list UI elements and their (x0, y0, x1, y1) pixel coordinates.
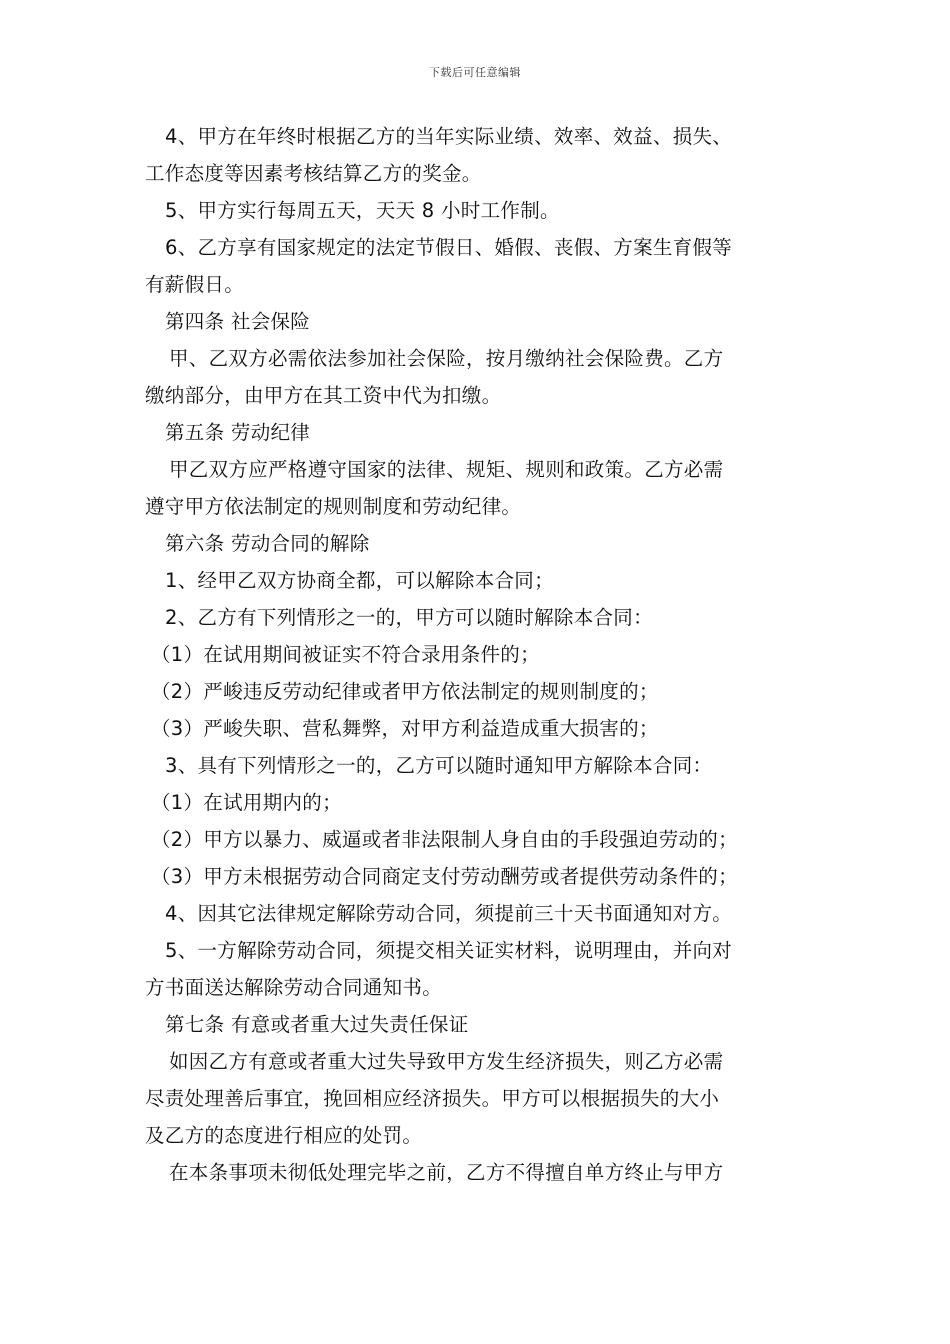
list-item: 3、具有下列情形之一的，乙方可以随时通知甲方解除本合同： (165, 754, 713, 777)
paragraph-line: 5、甲方实行每周五天，天天 8 小时工作制。 (165, 199, 560, 222)
paragraph-line: 4、甲方在年终时根据乙方的当年实际业绩、效率、效益、损失、 (165, 125, 733, 148)
list-item: 2、乙方有下列情形之一的，甲方可以随时解除本合同： (165, 606, 653, 629)
paragraph-line: 在本条事项未彻低处理完毕之前，乙方不得擅自单方终止与甲方 (169, 1161, 724, 1184)
paragraph-line: 甲、乙双方必需依法参加社会保险，按月缴纳社会保险费。乙方 (169, 347, 724, 370)
list-item: 4、因其它法律规定解除劳动合同，须提前三十天书面通知对方。 (165, 902, 733, 925)
paragraph-line: 如因乙方有意或者重大过失导致甲方发生经济损失，则乙方必需 (169, 1050, 724, 1073)
paragraph-line: 尽责处理善后事宜，挽回相应经济损失。甲方可以根据损失的大小 (145, 1087, 720, 1110)
paragraph-line: 及乙方的态度进行相应的处罚。 (145, 1124, 423, 1147)
paragraph-line: 有薪假日。 (145, 273, 245, 296)
paragraph-line: 方书面送达解除劳动合同通知书。 (145, 976, 443, 999)
section-heading: 第五条 劳动纪律 (165, 421, 311, 444)
section-heading: 第六条 劳动合同的解除 (165, 532, 370, 555)
page-header: 下载后可任意编辑 (429, 66, 521, 79)
sub-list-item: （2）严峻违反劳动纪律或者甲方依法制定的规则制度的； (151, 680, 659, 703)
paragraph-line: 6、乙方享有国家规定的法定节假日、婚假、丧假、方案生育假等 (165, 236, 733, 259)
sub-list-item: （3）甲方未根据劳动合同商定支付劳动酬劳或者提供劳动条件的； (151, 865, 738, 888)
paragraph-line: 甲乙双方应严格遵守国家的法律、规矩、规则和政策。乙方必需 (169, 458, 724, 481)
list-item: 1、经甲乙双方协商全都，可以解除本合同； (165, 569, 554, 592)
section-heading: 第四条 社会保险 (165, 310, 311, 333)
sub-list-item: （3）严峻失职、营私舞弊，对甲方利益造成重大损害的； (151, 717, 659, 740)
sub-list-item: （2）甲方以暴力、威逼或者非法限制人身自由的手段强迫劳动的； (151, 828, 738, 851)
paragraph-line: 缴纳部分，由甲方在其工资中代为扣缴。 (145, 384, 502, 407)
paragraph-line: 遵守甲方依法制定的规则制度和劳动纪律。 (145, 495, 522, 518)
list-item: 5、一方解除劳动合同，须提交相关证实材料，说明理由，并向对 (165, 939, 733, 962)
document-body (145, 118, 810, 1191)
sub-list-item: （1）在试用期间被证实不符合录用条件的； (151, 643, 540, 666)
sub-list-item: （1）在试用期内的； (151, 791, 342, 814)
paragraph-line: 工作态度等因素考核结算乙方的奖金。 (145, 162, 482, 185)
section-heading: 第七条 有意或者重大过失责任保证 (165, 1013, 469, 1036)
